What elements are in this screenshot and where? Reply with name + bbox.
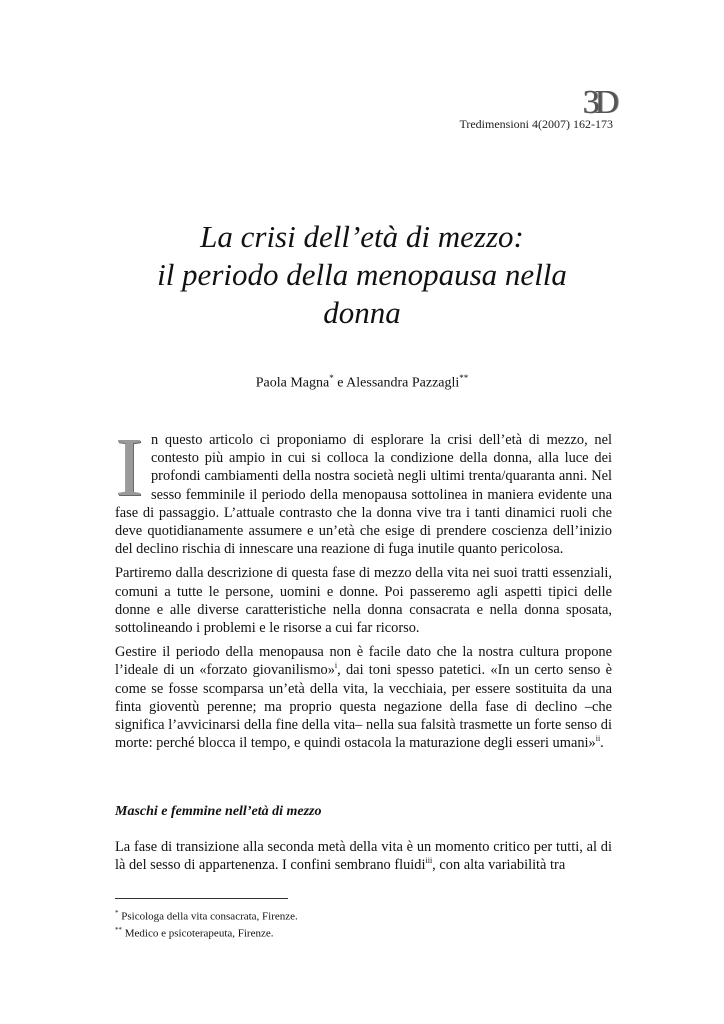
title-line-1: La crisi dell’età di mezzo: xyxy=(200,219,524,254)
journal-reference: Tredimensioni 4(2007) 162-173 xyxy=(459,117,613,131)
footnote-2 xyxy=(115,924,612,941)
paragraph-1-text: n questo articolo ci proponiamo di esplorare la crisi dell’età di mezzo, nel contesto più ampio in cui si colloca la condizione della donna, alla luce dei profondi cambiamenti della nostra società negli ultimi trenta/quaranta anni. Nel sesso femminile il periodo della menopausa sottolinea in maniera evidente una fase di passaggio. L’attuale contrasto che la donna vive tra i tanti dinamici ruoli che deve quotidianamente assumere e un’età che esige di prendere coscienza dell’inizio del declino rischia di innescare una reazione di fuga inutile quanto pericolosa. xyxy=(115,432,612,558)
article-title xyxy=(110,218,614,332)
footnote-2-text: Medico e psicoterapeuta, Firenze. xyxy=(122,927,274,940)
footnote-2-mark: ** xyxy=(115,925,122,934)
title-line-3: donna xyxy=(323,295,401,330)
footnote-1-text: Psicologa della vita consacrata, Firenze. xyxy=(118,910,298,923)
author-1: Paola Magna xyxy=(255,375,330,391)
endnote-marker-i[interactable]: i xyxy=(334,661,338,671)
paragraph-3-text-b: , dai toni spesso patetici. «In un certo senso è come se fosse scomparsa un’età della vita, la vecchiaia, per essere sostituita da una finta gioventù perenne; ma proprio questa negazione della fase di declino –che significa l’avvicinarsi della fine della vita– nella sua falsità trasmette un forte senso di morte: perché blocca il tempo, e quindi ostacola la maturazione degli esseri umani» xyxy=(115,662,612,752)
footnotes xyxy=(115,907,612,940)
section-heading: Maschi e femmine nell’età di mezzo xyxy=(115,804,322,819)
author-2-footnote-mark[interactable]: ** xyxy=(459,373,469,383)
section-text-a: La fase di transizione alla seconda metà della vita è un momento critico per tutti, al di là del sesso di appartenenza. I confini sembrano fluidi xyxy=(115,839,612,874)
paragraph-3-end: . xyxy=(600,735,604,752)
author-2: Alessandra Pazzagli xyxy=(346,375,460,391)
paragraph-3 xyxy=(115,643,612,752)
section-paragraph xyxy=(115,838,612,874)
section-text-b: , con alta variabilità tra xyxy=(432,857,566,874)
author-separator: e xyxy=(333,375,347,391)
title-line-2: il periodo della menopausa nella xyxy=(157,257,567,292)
author-1-footnote-mark[interactable]: * xyxy=(329,373,334,383)
endnote-marker-iii[interactable]: iii xyxy=(425,856,433,866)
paragraph-3-text-a: Gestire il periodo della menopausa non è facile dato che la nostra cultura propone l’ideale di un «forzato giovanilismo» xyxy=(115,644,612,679)
footnote-1 xyxy=(115,907,612,924)
footnote-1-mark: * xyxy=(115,909,119,917)
footnote-divider xyxy=(115,898,288,899)
paragraph-2: Partiremo dalla descrizione di questa fase di mezzo della vita nei suoi tratti essenziali, comuni a tutte le persone, uomini e donne. Poi passeremo agli aspetti tipici delle donne e alle diverse caratteristiche nella donna consacrata e nella donna sposata, sottolineando i problemi e le risorse a cui far ricorso. xyxy=(115,565,612,637)
paragraph-1 xyxy=(115,421,612,558)
author-line xyxy=(110,373,614,392)
endnote-marker-ii[interactable]: ii xyxy=(595,734,601,744)
drop-cap: I xyxy=(115,421,143,514)
article-body xyxy=(115,421,612,758)
journal-logo: 3D xyxy=(582,84,614,121)
